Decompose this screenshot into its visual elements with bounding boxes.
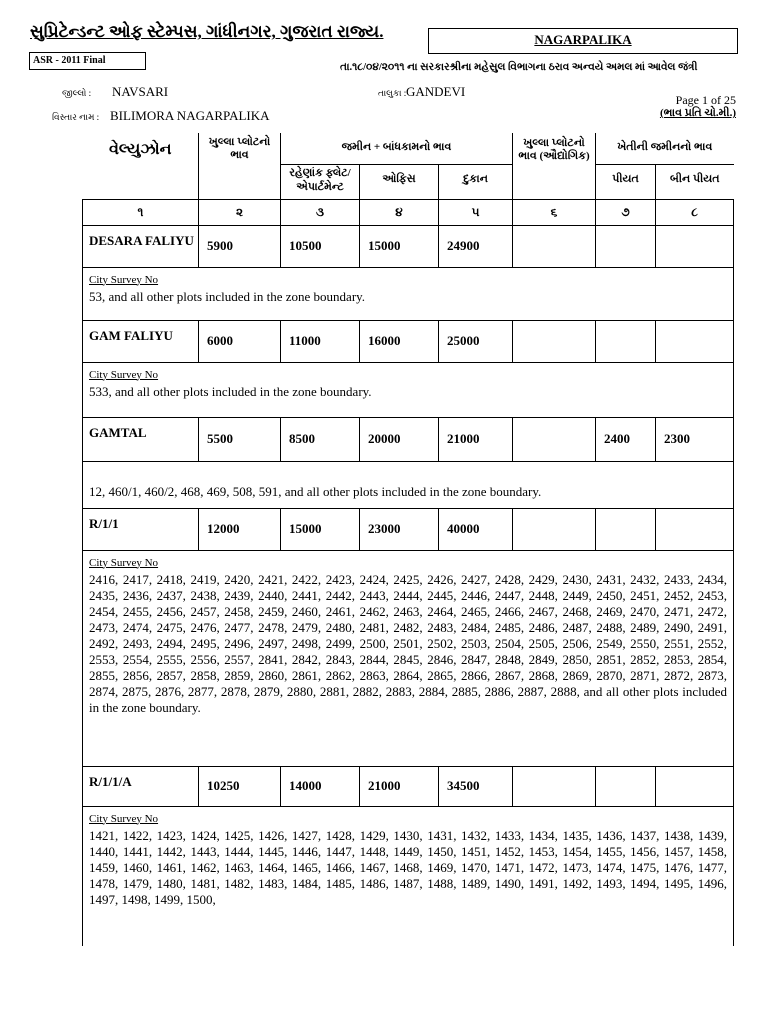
office-rate: 15000 <box>360 225 439 267</box>
zone-row <box>83 766 734 806</box>
office-rate: 21000 <box>360 766 439 806</box>
zone-name: R/1/1/A <box>83 766 199 806</box>
office-title: સુપ્રિટેન્ડન્ટ ઓફ સ્ટેમ્પસ, ગાંધીનગર, ગુજરાત રાજ્ય. <box>30 22 384 41</box>
valuation-table <box>82 133 734 946</box>
residential-rate: 14000 <box>281 766 360 806</box>
zone-name: GAMTAL <box>83 417 199 461</box>
non-irrigated-rate <box>656 766 734 806</box>
survey-label: City Survey No <box>89 368 159 381</box>
zone-row <box>83 417 734 461</box>
open-plot-rate: 5900 <box>199 225 281 267</box>
irrigated-rate <box>596 225 656 267</box>
irrigated-rate: 2400 <box>596 417 656 461</box>
zone-name: GAM FALIYU <box>83 320 199 362</box>
open-plot-rate: 12000 <box>199 508 281 550</box>
survey-row <box>83 806 734 946</box>
non-irrigated-rate <box>656 225 734 267</box>
residential-rate: 8500 <box>281 417 360 461</box>
irrigated-rate <box>596 508 656 550</box>
survey-cell <box>83 362 734 417</box>
asr-label: ASR - 2011 Final <box>29 52 146 70</box>
industrial-rate <box>513 320 596 362</box>
residential-rate: 10500 <box>281 225 360 267</box>
taluka-label: તાલુકા : <box>378 88 407 98</box>
survey-numbers: 53, and all other plots included in the zone boundary. <box>89 288 366 304</box>
area-value: BILIMORA NAGARPALIKA <box>110 108 270 123</box>
open-plot-rate: 10250 <box>199 766 281 806</box>
survey-label: City Survey No <box>89 273 159 286</box>
col-non-irrigated-header: બીન પીયત <box>656 164 734 199</box>
col-number: ૧ <box>83 199 199 225</box>
col-shop-header: દુકાન <box>439 164 513 199</box>
area-label: વિસ્તાર નામ : <box>52 112 100 122</box>
survey-numbers: 1421, 1422, 1423, 1424, 1425, 1426, 1427, 1428, 1429, 1430, 1431, 1432, 1433, 1434, 1435, 1436, 1437, 1438, 1439, 1440, 1441, 1442, 1443, 1444, 1445, 1446, 1447, 1448, 1449, 1450, 1451, 1452, 1453, 1454, 1455, 1456, 1457, 1458, 1459, 1460, 1461, 1462, 1463, 1464, 1465, 1466, 1467, 1468, 1469, 1470, 1471, 1472, 1473, 1474, 1475, 1476, 1477, 1478, 1479, 1480, 1481, 1482, 1483, 1484, 1485, 1486, 1487, 1488, 1489, 1490, 1491, 1492, 1493, 1494, 1495, 1496, 1497, 1498, 1499, 1500, <box>89 827 728 907</box>
non-irrigated-rate <box>656 320 734 362</box>
zone-name: DESARA FALIYU <box>83 225 199 267</box>
office-rate: 20000 <box>360 417 439 461</box>
industrial-rate <box>513 225 596 267</box>
open-plot-rate: 6000 <box>199 320 281 362</box>
industrial-rate <box>513 417 596 461</box>
survey-row <box>83 550 734 766</box>
survey-row <box>83 267 734 320</box>
residential-rate: 15000 <box>281 508 360 550</box>
survey-numbers: 12, 460/1, 460/2, 468, 469, 508, 591, and all other plots included in the zone boundary. <box>89 483 542 499</box>
rate-unit: (ભાવ પ્રતિ ચો.મી.) <box>659 107 736 119</box>
office-rate: 23000 <box>360 508 439 550</box>
col-number: ૮ <box>656 199 734 225</box>
district-value: NAVSARI <box>112 84 169 99</box>
survey-cell <box>83 550 734 766</box>
col-industrial-header: ખુલ્લા પ્લોટનો ભાવ (ઔદ્યોગિક) <box>513 133 596 199</box>
col-residential-header: રહેણાંક ફ્લેટ/ એપાર્ટમેન્ટ <box>281 164 360 199</box>
shop-rate: 21000 <box>439 417 513 461</box>
survey-numbers: 533, and all other plots included in the zone boundary. <box>89 383 372 399</box>
industrial-rate <box>513 766 596 806</box>
district-label: જીલ્લો : <box>62 88 92 98</box>
nagarpalika-box: NAGARPALIKA <box>428 28 738 54</box>
shop-rate: 34500 <box>439 766 513 806</box>
col-number: ૬ <box>513 199 596 225</box>
non-irrigated-rate: 2300 <box>656 417 734 461</box>
survey-row <box>83 461 734 508</box>
residential-rate: 11000 <box>281 320 360 362</box>
survey-row <box>83 362 734 417</box>
survey-cell <box>83 267 734 320</box>
non-irrigated-rate <box>656 508 734 550</box>
industrial-rate <box>513 508 596 550</box>
office-rate: 16000 <box>360 320 439 362</box>
zone-row <box>83 320 734 362</box>
zone-row <box>83 508 734 550</box>
col-land-construction-header: જમીન + બાંધકામનો ભાવ <box>281 133 513 164</box>
survey-label: City Survey No <box>89 812 159 825</box>
survey-numbers: 2416, 2417, 2418, 2419, 2420, 2421, 2422, 2423, 2424, 2425, 2426, 2427, 2428, 2429, 2430, 2431, 2432, 2433, 2434, 2435, 2436, 2437, 2438, 2439, 2440, 2441, 2442, 2443, 2444, 2445, 2446, 2447, 2448, 2449, 2450, 2451, 2452, 2453, 2454, 2455, 2456, 2457, 2458, 2459, 2460, 2461, 2462, 2463, 2464, 2465, 2466, 2467, 2468, 2469, 2470, 2471, 2472, 2473, 2474, 2475, 2476, 2477, 2478, 2479, 2480, 2481, 2482, 2483, 2484, 2485, 2486, 2487, 2488, 2489, 2490, 2491, 2492, 2493, 2494, 2495, 2496, 2497, 2498, 2499, 2500, 2501, 2502, 2503, 2504, 2505, 2506, 2549, 2550, 2551, 2552, 2553, 2554, 2555, 2556, 2557, 2841, 2842, 2843, 2844, 2845, 2846, 2847, 2848, 2849, 2850, 2851, 2852, 2853, 2854, 2855, 2856, 2857, 2858, 2859, 2860, 2861, 2862, 2863, 2864, 2865, 2866, 2867, 2868, 2869, 2870, 2871, 2872, 2873, 2874, 2875, 2876, 2877, 2878, 2879, 2880, 2881, 2882, 2883, 2884, 2885, 2886, 2887, 2888, and all other plots included in the zone boundary. <box>89 571 728 715</box>
irrigated-rate <box>596 320 656 362</box>
taluka-value: GANDEVI <box>406 84 466 99</box>
col-number: ૪ <box>360 199 439 225</box>
survey-cell <box>83 806 734 946</box>
open-plot-rate: 5500 <box>199 417 281 461</box>
decree-note: તા.૧૮/૦૪/૨૦૧૧ ના સરકારશ્રીના મહેસુલ વિભાગના ઠરાવ અન્વયે અમલ માં આવેલ જંત્રી <box>340 62 698 73</box>
survey-cell <box>83 461 734 508</box>
page-number: Page 1 of 25 <box>675 93 736 107</box>
col-irrigated-header: પીયત <box>596 164 656 199</box>
survey-label: City Survey No <box>89 556 159 569</box>
irrigated-rate <box>596 766 656 806</box>
shop-rate: 24900 <box>439 225 513 267</box>
col-zone-header: વેલ્યુઝોન <box>83 133 199 199</box>
col-number: ૨ <box>199 199 281 225</box>
col-agri-header: ખેતીની જમીનનો ભાવ <box>596 133 734 164</box>
col-number: ૫ <box>439 199 513 225</box>
col-open-plot-header: ખુલ્લા પ્લોટનો ભાવ <box>199 133 281 199</box>
zone-name: R/1/1 <box>83 508 199 550</box>
col-number: ૭ <box>596 199 656 225</box>
shop-rate: 40000 <box>439 508 513 550</box>
zone-row <box>83 225 734 267</box>
shop-rate: 25000 <box>439 320 513 362</box>
col-number: ૩ <box>281 199 360 225</box>
col-office-header: ઓફિસ <box>360 164 439 199</box>
